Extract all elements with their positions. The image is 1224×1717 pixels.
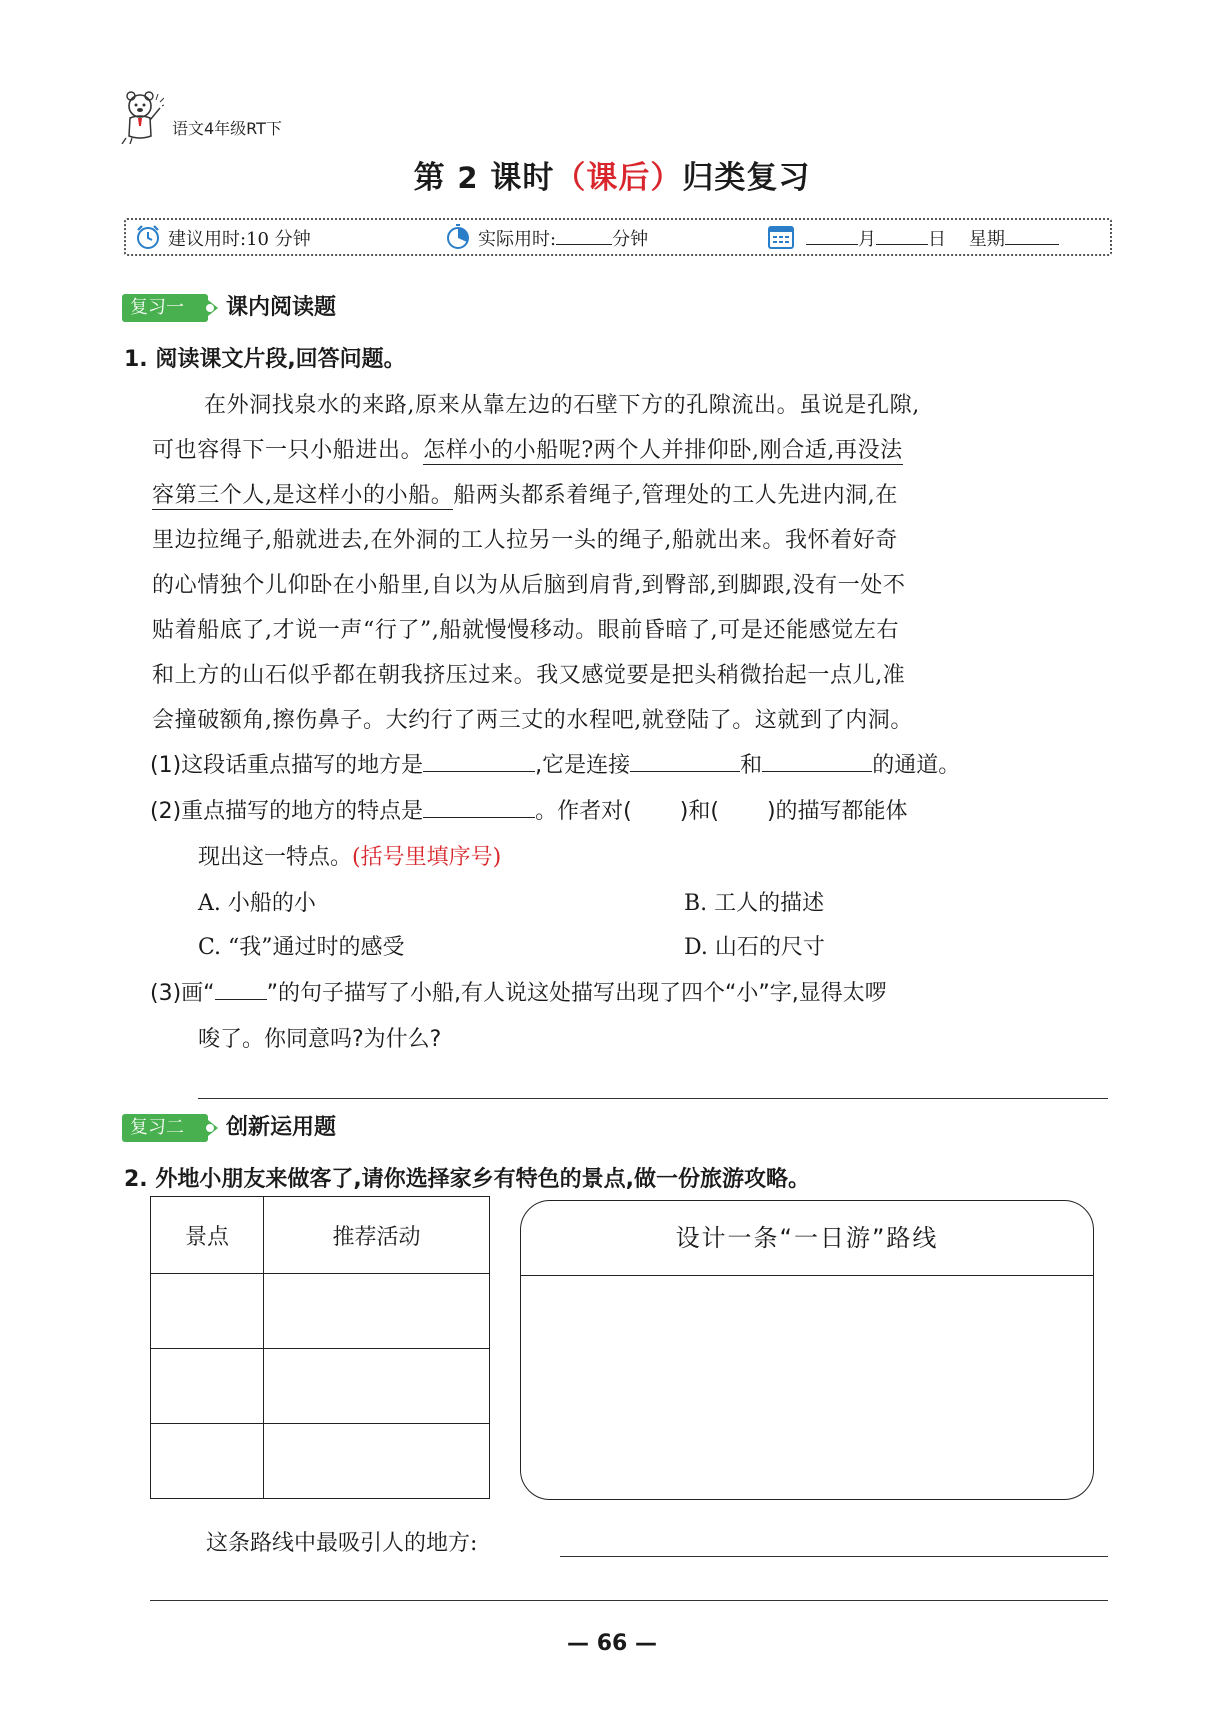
title-paren: （课后） (554, 160, 683, 196)
scenic-spot-table (150, 1196, 490, 1499)
section-2-header (122, 1114, 422, 1142)
passage-line-2: 可也容得下一只小船进出。怎样小的小船呢?两个人并排仰卧,刚合适,再没法 (152, 438, 903, 463)
time-bar (124, 218, 1112, 256)
option-d: D. 山石的尺寸 (684, 935, 825, 960)
attraction-answer-line[interactable] (560, 1556, 1108, 1557)
passage-line-6: 贴着船底了,才说一声“行了”,船就慢慢移动。眼前昏暗了,可是还能感觉左右 (152, 618, 900, 643)
table-cell[interactable] (264, 1349, 490, 1424)
passage-line-8: 会撞破额角,擦伤鼻子。大约行了两三丈的水程吧,就登陆了。这就到了内洞。 (152, 708, 913, 733)
table-cell[interactable] (264, 1424, 490, 1499)
alarm-clock-icon (134, 223, 162, 251)
question-2-title: 2. 外地小朋友来做客了,请你选择家乡有特色的景点,做一份旅游攻略。 (124, 1167, 811, 1192)
question-1-title: 1. 阅读课文片段,回答问题。 (124, 347, 406, 372)
q3-answer-line[interactable] (198, 1098, 1108, 1099)
sub-question-2: (2)重点描写的地方的特点是 。作者对( )和( )的描写都能体 (150, 799, 908, 824)
section-1-title: 课内阅读题 (226, 295, 337, 320)
extra-answer-line[interactable] (150, 1600, 1108, 1601)
page-title: 第 2 课时（课后）归类复习 (413, 160, 811, 196)
day-blank[interactable] (876, 230, 928, 245)
underlined-sentence: 怎样小的小船呢?两个人并排仰卧,刚合适,再没法 (423, 438, 903, 463)
route-answer-area[interactable] (521, 1277, 1093, 1499)
table-cell[interactable] (151, 1274, 264, 1349)
table-header-spot: 景点 (151, 1197, 264, 1274)
bear-mascot-icon (118, 88, 164, 144)
q1-blank-2[interactable] (630, 751, 740, 772)
month-blank[interactable] (806, 230, 858, 245)
calendar-icon (766, 223, 796, 251)
suggested-time: 建议用时:10 分钟 (168, 229, 311, 250)
route-box-title: 设计一条“一日游”路线 (521, 1201, 1093, 1276)
weekday-blank[interactable] (1005, 230, 1059, 245)
sub-question-1: (1)这段话重点描写的地方是 ,它是连接 和 的通道。 (150, 753, 961, 778)
passage-line-3: 容第三个人,是这样小的小船。船两头都系着绳子,管理处的工人先进内洞,在 (152, 483, 898, 508)
hint-text: (括号里填序号) (352, 845, 502, 870)
underline-sample (215, 985, 267, 1000)
option-a: A. 小船的小 (198, 891, 316, 916)
timer-icon (444, 223, 472, 251)
section-2-tag: 复习二 (122, 1114, 208, 1142)
option-b: B. 工人的描述 (684, 891, 825, 916)
q2-blank[interactable] (423, 797, 535, 818)
sub-question-3-cont: 唆了。你同意吗?为什么? (198, 1027, 442, 1052)
section-2-title: 创新运用题 (226, 1115, 337, 1140)
table-header-activity: 推荐活动 (264, 1197, 490, 1274)
actual-time: 实际用时: 分钟 (478, 229, 649, 250)
q1-blank-1[interactable] (423, 751, 535, 772)
option-c: C. “我”通过时的感受 (198, 935, 405, 960)
passage-line-7: 和上方的山石似乎都在朝我挤压过来。我又感觉要是把头稍微抬起一点儿,准 (152, 663, 906, 688)
table-cell[interactable] (151, 1349, 264, 1424)
book-label: 语文4年级RT下 (172, 119, 282, 138)
passage-line-4: 里边拉绳子,船就进去,在外洞的工人拉另一头的绳子,船就出来。我怀着好奇 (152, 528, 898, 553)
passage-line-5: 的心情独个儿仰卧在小船里,自以为从后脑到肩背,到臀部,到脚跟,没有一处不 (152, 573, 906, 598)
attraction-label: 这条路线中最吸引人的地方: (206, 1531, 478, 1556)
sub-question-2-cont: 现出这一特点。(括号里填序号) (198, 845, 502, 870)
page-number: — 66 — (567, 1631, 657, 1656)
actual-time-blank[interactable] (556, 230, 612, 245)
route-design-box (520, 1200, 1094, 1500)
passage-line-1: 在外洞找泉水的来路,原来从靠左边的石壁下方的孔隙流出。虽说是孔隙, (204, 393, 920, 418)
table-cell[interactable] (151, 1424, 264, 1499)
section-1-header (122, 294, 422, 322)
table-cell[interactable] (264, 1274, 490, 1349)
q1-blank-3[interactable] (762, 751, 872, 772)
date-fields: 月 日 星期 (806, 225, 1059, 251)
underlined-sentence-end: 容第三个人,是这样小的小船。 (152, 483, 454, 508)
sub-question-3: (3)画“ ”的句子描写了小船,有人说这处描写出现了四个“小”字,显得太啰 (150, 981, 887, 1006)
section-1-tag: 复习一 (122, 294, 208, 322)
